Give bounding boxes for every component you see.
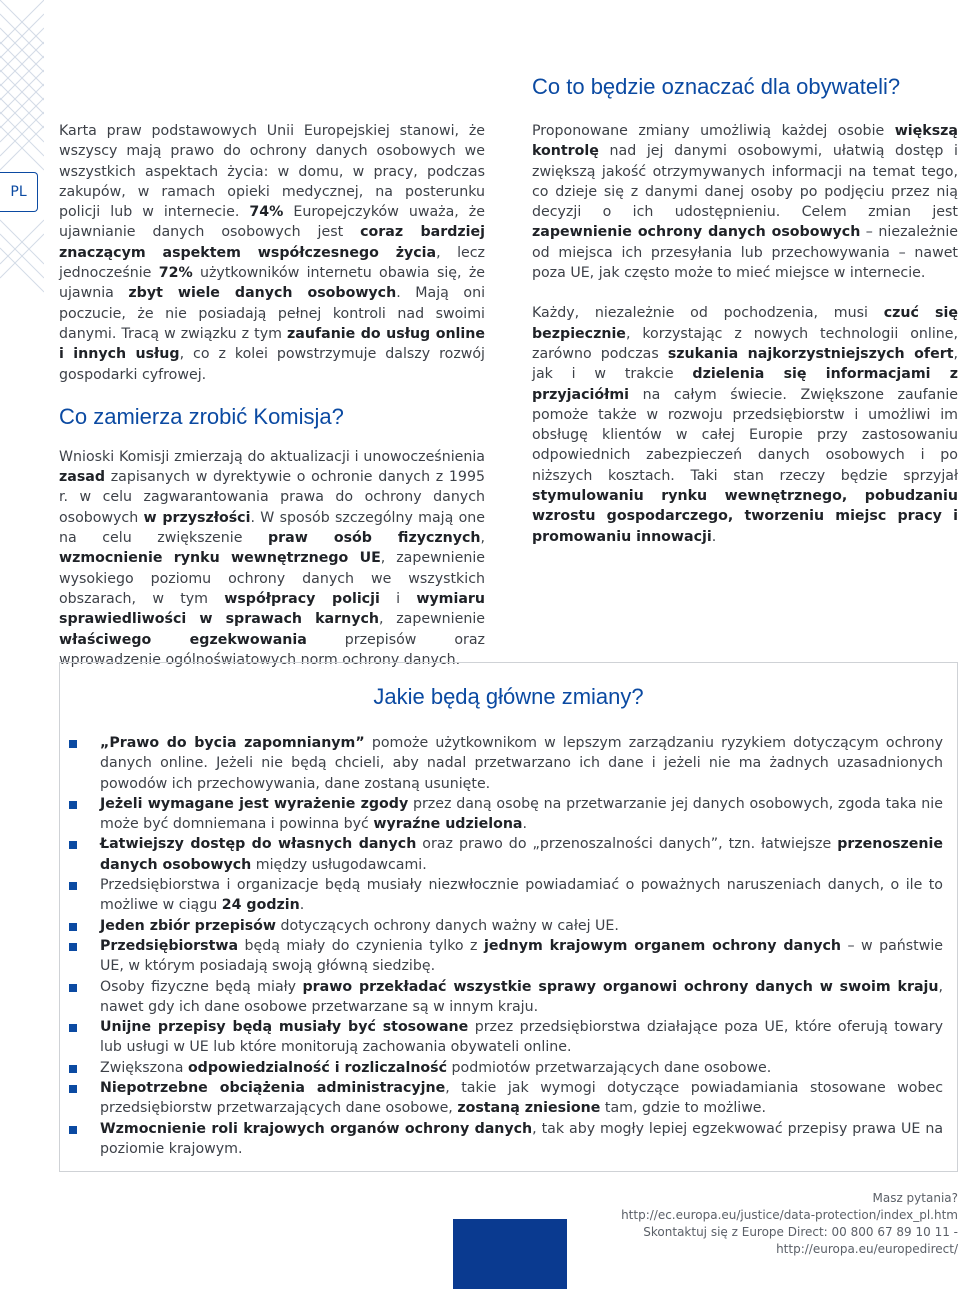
emphasis-text: stymulowaniu rynku wewnętrznego, pobudzaniu wzrostu gospodarczego, tworzeniu miejsc pracy i promowaniu innowacji [532,488,958,545]
emphasis-text: prawo przekładać wszystkie sprawy organowi ochrony danych w swoim kraju [302,978,939,995]
square-bullet-icon [69,1065,77,1073]
list-item: Przedsiębiorstwa i organizacje będą musiały niezwłocznie powiadamiać o poważnych naruszeniach danych, o ile to możliwe w ciągu 24 godzin. [100,875,943,916]
emphasis-text: czuć się bezpiecznie [532,305,958,342]
square-bullet-icon [69,841,77,849]
emphasis-text: 72% [158,265,193,282]
left-column [59,121,485,670]
square-bullet-icon [69,943,77,951]
square-bullet-icon [69,801,77,809]
square-bullet-icon [69,1085,77,1093]
emphasis-text: dzielenia się informacjami z przyjaciółmi [532,366,958,403]
main-changes-box [59,662,958,1172]
emphasis-text: przenoszenie danych osobowych [100,836,943,873]
square-bullet-icon [69,882,77,890]
square-bullet-icon [69,740,77,748]
eu-flag-block [453,1219,567,1289]
footer-europe-direct[interactable]: Skontaktuj się z Europe Direct: 00 800 67 89 10 11 - http://europa.eu/europedirect/ [643,1225,958,1256]
emphasis-text: Jeden zbiór przepisów [100,917,277,934]
emphasis-text: zaufanie do usług online i innych usług [59,325,485,363]
emphasis-text: wzmocnienie rynku wewnętrznego UE [59,550,381,567]
emphasis-text: jednym krajowym organem ochrony danych [483,937,841,954]
emphasis-text: Unijne przepisy będą musiały być stosowane [100,1019,469,1036]
emphasis-text: Jeżeli wymagane jest wyrażenie zgody [100,795,409,812]
list-item: Wzmocnienie roli krajowych organów ochrony danych, tak aby mogły lepiej egzekwować przepisy prawa UE na poziomie krajowym. [100,1119,943,1160]
emphasis-text: zapewnienie ochrony danych osobowych [532,224,861,241]
emphasis-text: Przedsiębiorstwa [100,937,239,954]
emphasis-text: zostaną zniesione [457,1100,601,1117]
square-bullet-icon [69,1126,77,1134]
emphasis-text: zasad [59,469,106,486]
list-item: Zwiększona odpowiedzialność i rozliczalność podmiotów przetwarzających dane osobowe. [100,1058,943,1078]
emphasis-text: odpowiedzialność i rozliczalność [187,1059,448,1076]
emphasis-text: zbyt wiele danych osobowych [128,285,397,302]
footer-question: Masz pytania? [872,1191,958,1205]
emphasis-text: właściwego egzekwowania [59,631,307,648]
list-item: Jeżeli wymagane jest wyrażenie zgody przez daną osobę na przetwarzanie jej danych osobowych, zgoda taka nie może być domniemana i powinna być wyraźne udzielona. [100,794,943,835]
emphasis-text: 24 godzin [221,897,300,914]
emphasis-text: szukania najkorzystniejszych ofert [667,345,954,362]
changes-list [100,733,943,1159]
section-heading-changes: Jakie będą główne zmiany? [373,684,644,709]
list-item: Łatwiejszy dostęp do własnych danych oraz prawo do „przenoszalności danych”, tzn. łatwiejsze przenoszenie danych osobowych między usługodawcami. [100,834,943,875]
decorative-diagonal-lines [0,0,44,300]
list-item: Unijne przepisy będą musiały być stosowane przez przedsiębiorstwa działające poza UE, które oferują towary lub usługi w UE lub które monitorują zachowania obywateli online. [100,1017,943,1058]
emphasis-text: praw osób fizycznych [268,530,481,547]
emphasis-text: Niepotrzebne obciążenia administracyjne [100,1080,446,1097]
emphasis-text: 74% [249,204,284,221]
right-column [532,121,958,547]
emphasis-text: „Prawo do bycia zapomnianym” [100,735,365,751]
emphasis-text: wyraźne udzielona [373,816,523,833]
list-item: Jeden zbiór przepisów dotyczących ochrony danych ważny w całej UE. [100,916,943,936]
emphasis-text: wymiaru sprawiedliwości w sprawach karnych [59,590,485,628]
language-tab: PL [0,172,38,212]
footer-link-data-protection[interactable]: http://ec.europa.eu/justice/data-protection/index_pl.htm [621,1208,958,1222]
square-bullet-icon [69,1024,77,1032]
list-item: Niepotrzebne obciążenia administracyjne, takie jak wymogi dotyczące powiadamiania stosowane wobec przedsiębiorstw przetwarzających dane osobowe, zostaną zniesione tam, gdzie to możliwe. [100,1078,943,1119]
citizens-paragraph-2: Każdy, niezależnie od pochodzenia, musi czuć się bezpiecznie, korzystając z nowych technologii online, zarówno podczas szukania najkorzystniejszych ofert, jak i w trakcie dzielenia się informacjami z przyjaciółmi na całym świecie. Zwiększone zaufanie pomoże także w rozwoju przedsiębiorstw i umożliwi im obsługę klientów w całej Europie przy zastosowaniu odpowiednich zabezpieczeń danych osobowych i po niższych kosztach. Taki stan rzeczy będzie sprzyjał stymulowaniu rynku wewnętrznego, pobudzaniu wzrostu gospodarczego, tworzeniu miejsc pracy i promowaniu innowacji. [532,305,958,545]
square-bullet-icon [69,984,77,992]
intro-paragraph: Karta praw podstawowych Unii Europejskiej stanowi, że wszyscy mają prawo do ochrony danych osobowych we wszystkich aspektach życia: w domu, w pracy, podczas zakupów, w ramach opieki medycznej, na posterunku policji lub w internecie. 74% Europejczyków uważa, że ujawnianie danych osobowych jest coraz bardziej znaczącym aspektem współczesnego życia, lecz jednocześnie 72% użytkowników internetu obawia się, że ujawnia zbyt wiele danych osobowych. Mają oni poczucie, że nie posiadają pełnej kontroli nad swoimi danymi. Tracą w związku z tym zaufanie do usług online i innych usług, co z kolei powstrzymuje dalszy rozwój gospodarki cyfrowej. [59,123,486,383]
list-item: „Prawo do bycia zapomnianym” pomoże użytkownikom w lepszym zarządzaniu ryzykiem dotyczącym ochrony danych online. Jeżeli nie będą chcieli, aby nadal przetwarzano ich dane i jeżeli nie ma żadnych uzasadnionych powodów ich przechowywania, dane zostaną usunięte. [100,733,943,794]
emphasis-text: Łatwiejszy dostęp do własnych danych [100,836,417,853]
list-item: Przedsiębiorstwa będą miały do czynienia tylko z jednym krajowym organem ochrony danych – w państwie UE, w którym posiadają swoją główną siedzibę. [100,936,943,977]
list-item: Osoby fizyczne będą miały prawo przekładać wszystkie sprawy organowi ochrony danych w swoim kraju, nawet gdy ich dane osobowe przetwarzane są w innym kraju. [100,977,943,1018]
section-heading-commission: Co zamierza zrobić Komisja? [59,403,344,429]
square-bullet-icon [69,923,77,931]
emphasis-text: Wzmocnienie roli krajowych organów ochrony danych [100,1120,533,1137]
citizens-paragraph-1: Proponowane zmiany umożliwią każdej osobie większą kontrolę nad jej danymi osobowymi, ułatwią dostęp i zwiększą jakość otrzymywanych informacji na temat tego, co dzieje się z danymi danej osoby po podjęciu przez nią decyzji o ich udostępnieniu. Celem zmian jest zapewnienie ochrony danych osobowych – niezależnie od miejsca ich przesyłania lub przechowywania – nawet poza UE, jak często może to mieć miejsce w internecie. [532,123,958,282]
emphasis-text: większą kontrolę [532,123,958,160]
emphasis-text: współpracy policji [224,590,380,607]
emphasis-text: coraz bardziej znaczącym aspektem współczesnego życia [59,224,485,261]
commission-paragraph: Wnioski Komisji zmierzają do aktualizacji i unowocześnienia zasad zapisanych w dyrektywie o ochronie danych z 1995 r. w celu zagwarantowania prawa do ochrony danych osobowych w przyszłości. W sposób szczególny mają one na celu zwiększenie praw osób fizycznych, wzmocnienie rynku wewnętrznego UE, zapewnienie wysokiego poziomu ochrony danych we wszystkich obszarach, w tym współpracy policji i wymiaru sprawiedliwości w sprawach karnych, zapewnienie właściwego egzekwowania przepisów oraz wprowadzenie ogólnoświatowych norm ochrony danych. [59,448,485,668]
section-heading-citizens: Co to będzie oznaczać dla obywateli? [532,74,901,99]
emphasis-text: w przyszłości [143,509,251,526]
